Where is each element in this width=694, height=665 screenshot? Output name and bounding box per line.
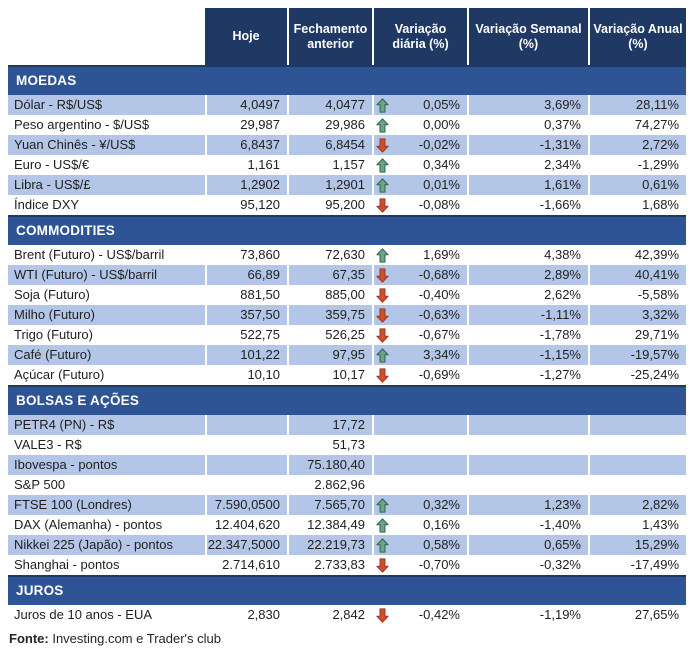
table-row xyxy=(8,175,686,195)
cell-variacao-semanal xyxy=(467,415,588,435)
cell-variacao-diaria-value: 3,34% xyxy=(423,347,460,362)
cell-variacao-diaria-value: 0,16% xyxy=(423,517,460,532)
row-label: Libra - US$/£ xyxy=(8,175,205,195)
cell-hoje: 101,22 xyxy=(205,345,287,365)
cell-hoje: 7.590,0500 xyxy=(205,495,287,515)
cell-variacao-anual: 0,61% xyxy=(588,175,686,195)
cell-variacao-semanal: 2,62% xyxy=(467,285,588,305)
cell-variacao-anual: -17,49% xyxy=(588,555,686,575)
source-text: Investing.com e Trader's club xyxy=(48,631,222,646)
cell-variacao-diaria xyxy=(372,245,467,265)
cell-variacao-diaria xyxy=(372,325,467,345)
cell-variacao-semanal: -1,78% xyxy=(467,325,588,345)
cell-fechamento-anterior: 95,200 xyxy=(287,195,372,215)
cell-variacao-semanal: -0,32% xyxy=(467,555,588,575)
cell-variacao-anual xyxy=(588,415,686,435)
cell-variacao-anual: 2,72% xyxy=(588,135,686,155)
cell-variacao-anual: 15,29% xyxy=(588,535,686,555)
cell-variacao-diaria xyxy=(372,365,467,385)
row-label: WTI (Futuro) - US$/barril xyxy=(8,265,205,285)
cell-variacao-semanal xyxy=(467,475,588,495)
down-arrow-icon xyxy=(374,328,390,343)
cell-variacao-semanal: -1,31% xyxy=(467,135,588,155)
cell-variacao-diaria-value: -0,02% xyxy=(418,137,460,152)
cell-hoje: 2,830 xyxy=(205,605,287,625)
cell-variacao-semanal: 3,69% xyxy=(467,95,588,115)
cell-hoje xyxy=(205,455,287,475)
table-header-row xyxy=(8,8,686,65)
cell-variacao-diaria xyxy=(372,535,467,555)
table-row xyxy=(8,475,686,495)
row-label: Nikkei 225 (Japão) - pontos xyxy=(8,535,205,555)
down-arrow-icon xyxy=(374,308,390,323)
source-label: Fonte: xyxy=(9,631,49,646)
table-row xyxy=(8,135,686,155)
down-arrow-icon xyxy=(374,288,390,303)
cell-variacao-diaria xyxy=(372,415,467,435)
cell-hoje: 2.714,610 xyxy=(205,555,287,575)
cell-hoje: 66,89 xyxy=(205,265,287,285)
table-row xyxy=(8,265,686,285)
cell-fechamento-anterior: 885,00 xyxy=(287,285,372,305)
cell-fechamento-anterior: 22.219,73 xyxy=(287,535,372,555)
cell-variacao-semanal: -1,15% xyxy=(467,345,588,365)
cell-variacao-anual: -1,29% xyxy=(588,155,686,175)
up-arrow-icon xyxy=(374,248,390,263)
cell-variacao-anual xyxy=(588,455,686,475)
cell-variacao-diaria xyxy=(372,435,467,455)
table-row xyxy=(8,95,686,115)
table-row xyxy=(8,555,686,575)
row-label: S&P 500 xyxy=(14,477,66,492)
cell-hoje: 10,10 xyxy=(205,365,287,385)
cell-variacao-anual: 3,32% xyxy=(588,305,686,325)
cell-variacao-anual: 2,82% xyxy=(588,495,686,515)
cell-variacao-diaria-value: 0,00% xyxy=(423,117,460,132)
down-arrow-icon xyxy=(374,198,390,213)
cell-variacao-anual: 42,39% xyxy=(588,245,686,265)
row-label: Açúcar (Futuro) xyxy=(14,367,105,382)
cell-variacao-diaria xyxy=(372,195,467,215)
column-header-variacao-anual: Variação Anual (%) xyxy=(588,8,686,65)
cell-fechamento-anterior: 1,157 xyxy=(287,155,372,175)
cell-variacao-diaria-value: -0,40% xyxy=(418,287,460,302)
cell-variacao-semanal: 4,38% xyxy=(467,245,588,265)
cell-variacao-diaria-value: -0,08% xyxy=(418,197,460,212)
cell-hoje: 22.347,5000 xyxy=(205,535,287,555)
table-row xyxy=(8,455,686,475)
cell-variacao-diaria-value: 0,34% xyxy=(423,157,460,172)
cell-variacao-diaria xyxy=(372,305,467,325)
cell-hoje xyxy=(205,475,287,495)
row-label: Milho (Futuro) xyxy=(8,305,205,325)
row-label: DAX (Alemanha) - pontos xyxy=(14,517,163,532)
cell-variacao-diaria xyxy=(372,495,467,515)
cell-variacao-diaria-value: -0,69% xyxy=(418,367,460,382)
row-label: Café (Futuro) xyxy=(8,345,205,365)
section-header-2: BOLSAS E AÇÕES xyxy=(8,385,686,415)
cell-variacao-diaria-value: 0,01% xyxy=(423,177,460,192)
cell-variacao-diaria-value: 0,05% xyxy=(423,97,460,112)
cell-fechamento-anterior: 12.384,49 xyxy=(287,515,372,535)
cell-hoje: 73,860 xyxy=(205,245,287,265)
down-arrow-icon xyxy=(374,608,390,623)
cell-variacao-semanal xyxy=(467,435,588,455)
column-header-variacao-semanal: Variação Semanal (%) xyxy=(467,8,588,65)
row-label: Shanghai - pontos xyxy=(14,557,120,572)
cell-variacao-diaria xyxy=(372,285,467,305)
up-arrow-icon xyxy=(374,98,390,113)
cell-variacao-diaria xyxy=(372,455,467,475)
cell-fechamento-anterior: 7.565,70 xyxy=(287,495,372,515)
table-row xyxy=(8,155,686,175)
cell-hoje: 29,987 xyxy=(205,115,287,135)
table-row xyxy=(8,605,686,625)
table-body xyxy=(8,65,686,625)
cell-variacao-semanal: -1,19% xyxy=(467,605,588,625)
cell-hoje: 881,50 xyxy=(205,285,287,305)
table-row xyxy=(8,345,686,365)
cell-variacao-semanal: 2,89% xyxy=(467,265,588,285)
cell-hoje: 522,75 xyxy=(205,325,287,345)
row-label: Juros de 10 anos - EUA xyxy=(14,607,153,622)
cell-variacao-semanal: 1,61% xyxy=(467,175,588,195)
cell-hoje: 6,8437 xyxy=(205,135,287,155)
up-arrow-icon xyxy=(374,158,390,173)
cell-variacao-semanal: -1,27% xyxy=(467,365,588,385)
down-arrow-icon xyxy=(374,368,390,383)
cell-fechamento-anterior: 2.862,96 xyxy=(287,475,372,495)
cell-fechamento-anterior: 72,630 xyxy=(287,245,372,265)
cell-hoje: 12.404,620 xyxy=(205,515,287,535)
cell-variacao-semanal xyxy=(467,455,588,475)
column-header-hoje: Hoje xyxy=(205,8,287,65)
cell-fechamento-anterior: 2.733,83 xyxy=(287,555,372,575)
row-label: PETR4 (PN) - R$ xyxy=(8,415,205,435)
table-row xyxy=(8,115,686,135)
column-header-variacao-diaria: Variação diária (%) xyxy=(372,8,467,65)
table-row xyxy=(8,495,686,515)
cell-variacao-diaria-value: 0,58% xyxy=(423,537,460,552)
cell-variacao-semanal: -1,40% xyxy=(467,515,588,535)
cell-variacao-diaria-value: -0,68% xyxy=(418,267,460,282)
cell-hoje: 1,161 xyxy=(205,155,287,175)
down-arrow-icon xyxy=(374,268,390,283)
cell-variacao-diaria-value: -0,63% xyxy=(418,307,460,322)
row-label: Soja (Futuro) xyxy=(14,287,90,302)
column-header-fechamento: Fechamento anterior xyxy=(287,8,372,65)
source-line xyxy=(9,631,686,646)
cell-variacao-anual: 27,65% xyxy=(588,605,686,625)
table-row xyxy=(8,305,686,325)
cell-hoje xyxy=(205,415,287,435)
section-header-0: MOEDAS xyxy=(8,65,686,95)
cell-variacao-diaria-value: 0,32% xyxy=(423,497,460,512)
cell-variacao-semanal: -1,11% xyxy=(467,305,588,325)
up-arrow-icon xyxy=(374,498,390,513)
cell-variacao-diaria xyxy=(372,265,467,285)
up-arrow-icon xyxy=(374,118,390,133)
cell-hoje xyxy=(205,435,287,455)
cell-fechamento-anterior: 6,8454 xyxy=(287,135,372,155)
row-label: Dólar - R$/US$ xyxy=(8,95,205,115)
table-row xyxy=(8,245,686,265)
cell-variacao-diaria xyxy=(372,155,467,175)
up-arrow-icon xyxy=(374,538,390,553)
cell-hoje: 357,50 xyxy=(205,305,287,325)
down-arrow-icon xyxy=(374,138,390,153)
row-label: VALE3 - R$ xyxy=(14,437,82,452)
cell-fechamento-anterior: 359,75 xyxy=(287,305,372,325)
table-row xyxy=(8,535,686,555)
cell-variacao-anual: -25,24% xyxy=(588,365,686,385)
cell-variacao-diaria xyxy=(372,115,467,135)
row-label: Ibovespa - pontos xyxy=(8,455,205,475)
header-empty-corner xyxy=(8,8,205,65)
cell-variacao-diaria xyxy=(372,605,467,625)
cell-fechamento-anterior: 2,842 xyxy=(287,605,372,625)
cell-fechamento-anterior: 1,2901 xyxy=(287,175,372,195)
cell-fechamento-anterior: 17,72 xyxy=(287,415,372,435)
row-label: Peso argentino - $/US$ xyxy=(14,117,150,132)
cell-variacao-anual: 29,71% xyxy=(588,325,686,345)
row-label: Trigo (Futuro) xyxy=(14,327,93,342)
cell-variacao-semanal: -1,66% xyxy=(467,195,588,215)
cell-variacao-semanal: 2,34% xyxy=(467,155,588,175)
cell-variacao-anual: 74,27% xyxy=(588,115,686,135)
table-row xyxy=(8,285,686,305)
cell-variacao-diaria xyxy=(372,555,467,575)
cell-variacao-diaria xyxy=(372,345,467,365)
section-header-3: JUROS xyxy=(8,575,686,605)
cell-variacao-diaria-value: 1,69% xyxy=(423,247,460,262)
down-arrow-icon xyxy=(374,558,390,573)
cell-variacao-semanal: 0,37% xyxy=(467,115,588,135)
cell-fechamento-anterior: 4,0477 xyxy=(287,95,372,115)
cell-variacao-diaria xyxy=(372,135,467,155)
cell-fechamento-anterior: 10,17 xyxy=(287,365,372,385)
table-row xyxy=(8,325,686,345)
cell-variacao-anual: -19,57% xyxy=(588,345,686,365)
cell-fechamento-anterior: 97,95 xyxy=(287,345,372,365)
cell-hoje: 1,2902 xyxy=(205,175,287,195)
cell-variacao-diaria xyxy=(372,175,467,195)
cell-fechamento-anterior: 51,73 xyxy=(287,435,372,455)
cell-variacao-anual: 28,11% xyxy=(588,95,686,115)
section-header-1: COMMODITIES xyxy=(8,215,686,245)
cell-variacao-anual: 1,68% xyxy=(588,195,686,215)
row-label: Índice DXY xyxy=(14,197,80,212)
cell-variacao-diaria xyxy=(372,475,467,495)
row-label: Yuan Chinês - ¥/US$ xyxy=(8,135,205,155)
cell-hoje: 95,120 xyxy=(205,195,287,215)
cell-variacao-diaria xyxy=(372,95,467,115)
cell-variacao-anual: -5,58% xyxy=(588,285,686,305)
table-row xyxy=(8,195,686,215)
cell-variacao-anual: 40,41% xyxy=(588,265,686,285)
cell-fechamento-anterior: 29,986 xyxy=(287,115,372,135)
cell-fechamento-anterior: 67,35 xyxy=(287,265,372,285)
row-label: FTSE 100 (Londres) xyxy=(8,495,205,515)
cell-variacao-diaria-value: -0,70% xyxy=(418,557,460,572)
cell-variacao-anual xyxy=(588,475,686,495)
table-row xyxy=(8,515,686,535)
cell-variacao-anual: 1,43% xyxy=(588,515,686,535)
cell-variacao-diaria xyxy=(372,515,467,535)
up-arrow-icon xyxy=(374,178,390,193)
cell-variacao-diaria-value: -0,67% xyxy=(418,327,460,342)
cell-fechamento-anterior: 75.180,40 xyxy=(287,455,372,475)
cell-variacao-semanal: 0,65% xyxy=(467,535,588,555)
cell-variacao-semanal: 1,23% xyxy=(467,495,588,515)
row-label: Euro - US$/€ xyxy=(14,157,90,172)
cell-hoje: 4,0497 xyxy=(205,95,287,115)
up-arrow-icon xyxy=(374,348,390,363)
table-row xyxy=(8,415,686,435)
cell-variacao-diaria-value: -0,42% xyxy=(418,607,460,622)
cell-variacao-anual xyxy=(588,435,686,455)
table-row xyxy=(8,435,686,455)
row-label: Brent (Futuro) - US$/barril xyxy=(14,247,165,262)
table-row xyxy=(8,365,686,385)
up-arrow-icon xyxy=(374,518,390,533)
cell-fechamento-anterior: 526,25 xyxy=(287,325,372,345)
